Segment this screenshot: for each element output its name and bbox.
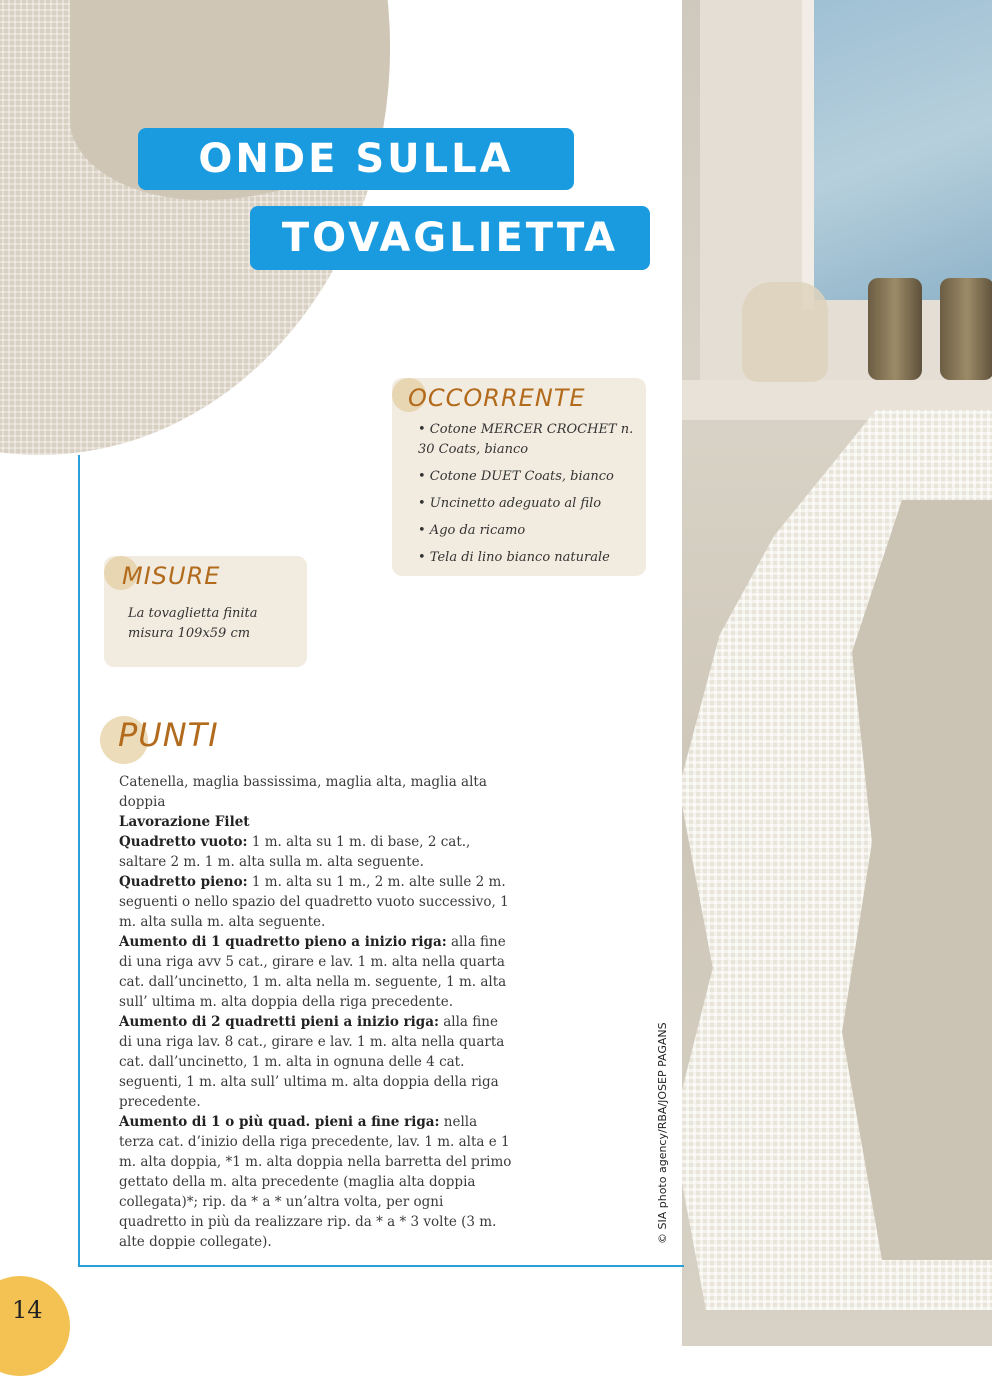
frame-line-vertical: [78, 455, 80, 1267]
occorrente-heading: OCCORRENTE: [408, 384, 586, 412]
page-number-badge: [0, 1276, 70, 1376]
list-item: • Ago da ricamo: [418, 523, 526, 538]
title-line-1: ONDE SULLA: [138, 128, 574, 190]
entry-term: Aumento di 1 o più quad. pieni a fine riga:: [119, 1114, 440, 1130]
window-glass: [812, 0, 992, 300]
photo-credit: © SIA photo agency/RBA/JOSEP PAGANS: [656, 1022, 669, 1244]
punti-body: [119, 772, 513, 1252]
glass-jar: [742, 282, 828, 382]
punti-section: Lavorazione Filet: [119, 814, 250, 830]
misure-heading: MISURE: [122, 562, 221, 590]
binocular-right: [940, 278, 992, 380]
list-item: • Uncinetto adeguato al filo: [418, 496, 602, 511]
lace-photo-right: [682, 0, 992, 1346]
misure-text: La tovaglietta finita misura 109x59 cm: [128, 606, 258, 641]
punti-entry: [119, 832, 513, 872]
list-item: • Tela di lino bianco naturale: [418, 550, 610, 565]
punti-entry: [119, 1112, 513, 1252]
entry-term: Quadretto vuoto:: [119, 834, 248, 850]
window-bar: [802, 0, 814, 310]
entry-text: 1 m. alta su 1 m. di base, 2 cat., saltare 2 m. 1 m. alta sulla m. alta seguente.: [119, 834, 471, 870]
title-line-2: TOVAGLIETTA: [250, 206, 650, 270]
punti-intro: Catenella, maglia bassissima, maglia alta, maglia alta doppia: [119, 774, 487, 810]
entry-term: Quadretto pieno:: [119, 874, 248, 890]
entry-term: Aumento di 1 quadretto pieno a inizio riga:: [119, 934, 447, 950]
list-item: • Cotone MERCER CROCHET n. 30 Coats, bianco: [418, 422, 634, 457]
entry-text: alla fine di una riga lav. 8 cat., girare e lav. 1 m. alta nella quarta cat. dall’uncinetto, 1 m. alta in ognuna delle 4 cat. seguenti, 1 m. alta sull’ ultima m. alta doppia della riga precedente.: [119, 1014, 505, 1110]
entry-term: Aumento di 2 quadretti pieni a inizio riga:: [119, 1014, 439, 1030]
punti-entry: [119, 932, 513, 1012]
punti-entry: [119, 872, 513, 932]
punti-entry: [119, 1012, 513, 1112]
punti-heading: PUNTI: [118, 716, 219, 754]
page-number: 14: [12, 1296, 43, 1324]
binocular-left: [868, 278, 922, 380]
list-item: • Cotone DUET Coats, bianco: [418, 469, 614, 484]
entry-text: nella terza cat. d’inizio della riga precedente, lav. 1 m. alta e 1 m. alta doppia, *1 m. alta doppia nella barretta del primo gettato della m. alta precedente (maglia alta doppia collegata)*; rip. da * a * un’altra volta, per ogni quadretto in più da realizzare rip. da * a * 3 volte (3 m. alte doppie collegate).: [119, 1114, 512, 1250]
occorrente-list: [418, 420, 642, 575]
entry-text: 1 m. alta su 1 m., 2 m. alte sulle 2 m. seguenti o nello spazio del quadretto vuoto successivo, 1 m. alta sulla m. alta seguente.: [119, 874, 509, 930]
entry-text: alla fine di una riga avv 5 cat., girare e lav. 1 m. alta nella quarta cat. dall’uncinetto, 1 m. alta nella m. seguente, 1 m. alta sull’ ultima m. alta doppia della riga precedente.: [119, 934, 507, 1010]
frame-line-horizontal: [78, 1265, 684, 1267]
